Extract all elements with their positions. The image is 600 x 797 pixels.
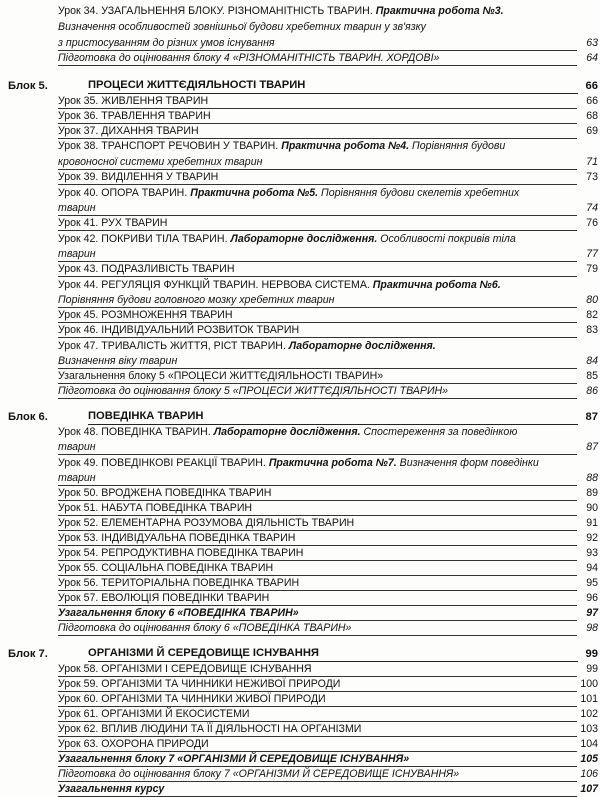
lesson-description: Порівняння будови xyxy=(412,140,506,152)
page-number: 87 xyxy=(586,441,598,453)
lesson-title: Урок 61. ОРГАНІЗМИ Й ЕКОСИСТЕМИ xyxy=(58,707,577,722)
page-number: 103 xyxy=(580,723,598,735)
page-number: 98 xyxy=(586,622,598,634)
lesson-title: Урок 45. РОЗМНОЖЕННЯ ТВАРИН xyxy=(58,308,577,323)
page-number: 69 xyxy=(586,125,598,137)
lesson-title: Урок 56. ТЕРИТОРІАЛЬНА ПОВЕДІНКА ТВАРИН xyxy=(58,576,577,591)
toc-entry-lesson-63[interactable] xyxy=(58,737,598,752)
toc-entry-lesson-50[interactable] xyxy=(58,486,598,501)
page-number: 66 xyxy=(586,95,598,107)
lesson-description: тварин xyxy=(58,247,577,262)
lesson-title: Урок 35. ЖИВЛЕННЯ ТВАРИН xyxy=(58,94,577,109)
lesson-title: Урок 41. РУХ ТВАРИН xyxy=(58,216,577,231)
lab-study-label: Лабораторне дослідження. xyxy=(230,233,378,245)
lesson-description: з пристосуванням до різних умов існування xyxy=(58,36,577,51)
entry-title: Підготовка до оцінювання блоку 7 «ОРГАНІЗМИ Й СЕРЕДОВИЩЕ ІСНУВАННЯ» xyxy=(58,767,577,782)
page-number: 102 xyxy=(580,708,598,720)
toc-entry-lesson-62[interactable] xyxy=(58,722,598,737)
entry-title: Узагальнення курсу xyxy=(58,782,577,797)
lesson-description: Порівняння будови головного мозку хребетних тварин xyxy=(58,293,577,308)
lesson-description: тварин xyxy=(58,471,577,486)
toc-entry-lesson-48-desc xyxy=(58,440,598,455)
lab-study-label: Лабораторне дослідження. xyxy=(213,426,361,438)
entry-title: Узагальнення блоку 6 «ПОВЕДІНКА ТВАРИН» xyxy=(58,606,577,621)
toc-entry-block-5-prep[interactable] xyxy=(58,384,598,399)
lesson-title: Урок 53. ІНДИВІДУАЛЬНА ПОВЕДІНКА ТВАРИН xyxy=(58,531,577,546)
toc-entry-lesson-56[interactable] xyxy=(58,576,598,591)
page-number: 88 xyxy=(586,472,598,484)
page-number: 79 xyxy=(586,263,598,275)
lesson-title: Урок 40. ОПОРА ТВАРИН. xyxy=(58,187,188,199)
page-number: 105 xyxy=(580,753,598,765)
toc-entry-lesson-36[interactable] xyxy=(58,109,598,124)
lesson-title: Урок 44. РЕГУЛЯЦІЯ ФУНКЦІЙ ТВАРИН. НЕРВОВА СИСТЕМА. xyxy=(58,279,370,291)
lesson-title: Урок 47. ТРИВАЛІСТЬ ЖИТТЯ, РІСТ ТВАРИН. xyxy=(58,340,286,352)
page-number: 64 xyxy=(586,52,598,64)
entry-title: Узагальнення блоку 7 «ОРГАНІЗМИ Й СЕРЕДОВИЩЕ ІСНУВАННЯ» xyxy=(58,752,577,767)
toc-entry-lesson-34-desc xyxy=(58,20,598,35)
lesson-title: Урок 38. ТРАНСПОРТ РЕЧОВИН У ТВАРИН. xyxy=(58,140,279,152)
lesson-description: Спостереження за поведінкою xyxy=(363,426,518,438)
toc-entry-lesson-37[interactable] xyxy=(58,124,598,139)
toc-entry-lesson-34[interactable] xyxy=(58,4,598,19)
page-number: 83 xyxy=(586,324,598,336)
lesson-title: Урок 57. ЕВОЛЮЦІЯ ПОВЕДІНКИ ТВАРИН xyxy=(58,591,577,606)
lesson-title: Урок 52. ЕЛЕМЕНТАРНА РОЗУМОВА ДІЯЛЬНІСТЬ ТВАРИН xyxy=(58,516,577,531)
toc-entry-lesson-52[interactable] xyxy=(58,516,598,531)
lesson-title: Урок 37. ДИХАННЯ ТВАРИН xyxy=(58,124,577,139)
lesson-description: Порівняння будови скелетів хребетних xyxy=(321,187,520,199)
practical-work-label: Практична робота №6. xyxy=(372,279,501,291)
lesson-description: Особливості покривів тіла xyxy=(380,233,516,245)
block-title: ОРГАНІЗМИ Й СЕРЕДОВИЩЕ ІСНУВАННЯ xyxy=(88,646,578,662)
toc-entry-block-4-prep[interactable] xyxy=(58,51,598,66)
lesson-description: Визначення форм поведінки xyxy=(399,457,539,469)
toc-entry-lesson-39[interactable] xyxy=(58,170,598,185)
page-number: 92 xyxy=(586,532,598,544)
page-number: 104 xyxy=(580,738,598,750)
lesson-description: Визначення віку тварин xyxy=(58,354,577,369)
page-number: 86 xyxy=(586,385,598,397)
toc-entry-lesson-47-desc xyxy=(58,354,598,369)
lesson-title: Урок 48. ПОВЕДІНКА ТВАРИН. xyxy=(58,426,211,438)
toc-entry-lesson-57[interactable] xyxy=(58,591,598,606)
page-number: 66 xyxy=(585,80,598,92)
lesson-title: Урок 54. РЕПРОДУКТИВНА ПОВЕДІНКА ТВАРИН xyxy=(58,546,577,561)
lesson-title: Урок 58. ОРГАНІЗМИ І СЕРЕДОВИЩЕ ІСНУВАННЯ xyxy=(58,662,577,677)
page-number: 87 xyxy=(585,411,598,423)
entry-title: Підготовка до оцінювання блоку 4 «РІЗНОМАНІТНІСТЬ ТВАРИН. ХОРДОВІ» xyxy=(58,51,577,66)
lesson-description: Визначення особливостей зовнішньої будови хребетних тварин у зв'язку xyxy=(58,21,426,33)
page-number: 94 xyxy=(586,562,598,574)
page-number: 107 xyxy=(580,783,598,795)
page-number: 93 xyxy=(586,547,598,559)
toc-entry-block-6-prep[interactable] xyxy=(58,621,598,636)
lesson-title: Урок 51. НАБУТА ПОВЕДІНКА ТВАРИН xyxy=(58,501,577,516)
lesson-title: Урок 55. СОЦІАЛЬНА ПОВЕДІНКА ТВАРИН xyxy=(58,561,577,576)
page-number: 80 xyxy=(586,294,598,306)
page-number: 91 xyxy=(586,517,598,529)
lesson-description: кровоносної системи хребетних тварин xyxy=(58,155,577,170)
block-title: ПРОЦЕСИ ЖИТТЄДІЯЛЬНОСТІ ТВАРИН xyxy=(88,78,578,94)
toc-entry-lesson-44[interactable] xyxy=(58,278,598,293)
toc-entry-lesson-53[interactable] xyxy=(58,531,598,546)
page-number: 100 xyxy=(580,678,598,690)
page-number: 63 xyxy=(586,37,598,49)
toc-entry-lesson-40[interactable] xyxy=(58,186,598,201)
page-number: 99 xyxy=(585,648,598,660)
page-number: 85 xyxy=(586,370,598,382)
toc-entry-block-6-summary[interactable] xyxy=(58,606,598,621)
page-number: 76 xyxy=(586,217,598,229)
toc-entry-lesson-61[interactable] xyxy=(58,707,598,722)
toc-entry-lesson-42[interactable] xyxy=(58,232,598,247)
toc-entry-lesson-48[interactable] xyxy=(58,425,598,440)
page-number: 90 xyxy=(586,502,598,514)
toc-entry-lesson-38-desc xyxy=(58,155,598,170)
toc-entry-lesson-40-desc xyxy=(58,201,598,216)
page-number: 71 xyxy=(586,156,598,168)
toc-entry-lesson-38[interactable] xyxy=(58,139,598,154)
toc-entry-block-7-summary[interactable] xyxy=(58,752,598,767)
toc-entry-lesson-49-desc xyxy=(58,471,598,486)
lesson-title: Урок 39. ВИДІЛЕННЯ У ТВАРИН xyxy=(58,170,577,185)
toc-entry-lesson-42-desc xyxy=(58,247,598,262)
block-number: Блок 6. xyxy=(8,411,48,423)
toc-entry-lesson-51[interactable] xyxy=(58,501,598,516)
toc-entry-block-5-summary[interactable] xyxy=(58,369,598,384)
toc-entry-lesson-35[interactable] xyxy=(58,94,598,109)
page-number: 89 xyxy=(586,487,598,499)
toc-entry-course-summary[interactable] xyxy=(58,782,598,797)
lesson-title: Урок 49. ПОВЕДІНКОВІ РЕАКЦІЇ ТВАРИН. xyxy=(58,457,266,469)
practical-work-label: Практична робота №3. xyxy=(375,5,504,17)
lesson-title: Урок 34. УЗАГАЛЬНЕННЯ БЛОКУ. РІЗНОМАНІТНІСТЬ ТВАРИН. xyxy=(58,5,373,17)
lesson-title: Урок 60. ОРГАНІЗМИ ТА ЧИННИКИ ЖИВОЇ ПРИРОДИ xyxy=(58,692,577,707)
entry-title: Узагальнення блоку 5 «ПРОЦЕСИ ЖИТТЄДІЯЛЬНОСТІ ТВАРИН» xyxy=(58,369,577,384)
toc-block-6-heading[interactable] xyxy=(8,409,598,425)
page-number: 106 xyxy=(580,768,598,780)
lesson-title: Урок 36. ТРАВЛЕННЯ ТВАРИН xyxy=(58,109,577,124)
toc-entry-lesson-44-desc xyxy=(58,293,598,308)
page-number: 82 xyxy=(586,309,598,321)
toc-entry-lesson-43[interactable] xyxy=(58,262,598,277)
toc-entry-lesson-49[interactable] xyxy=(58,456,598,471)
practical-work-label: Практична робота №7. xyxy=(268,457,397,469)
entry-title: Підготовка до оцінювання блоку 6 «ПОВЕДІНКА ТВАРИН» xyxy=(58,621,577,636)
lesson-title: Урок 50. ВРОДЖЕНА ПОВЕДІНКА ТВАРИН xyxy=(58,486,577,501)
toc-block-5-heading[interactable] xyxy=(8,78,598,94)
page-number: 101 xyxy=(580,693,598,705)
toc-entry-block-7-prep[interactable] xyxy=(58,767,598,782)
lesson-title: Урок 62. ВПЛИВ ЛЮДИНИ ТА ЇЇ ДІЯЛЬНОСТІ НА ОРГАНІЗМИ xyxy=(58,722,577,737)
toc-entry-lesson-58[interactable] xyxy=(58,662,598,677)
toc-entry-lesson-34-desc-end xyxy=(58,36,598,51)
page-number: 74 xyxy=(586,202,598,214)
lesson-title: Урок 42. ПОКРИВИ ТІЛА ТВАРИН. xyxy=(58,233,228,245)
block-number: Блок 7. xyxy=(8,648,48,660)
entry-title: Підготовка до оцінювання блоку 5 «ПРОЦЕСИ ЖИТТЄДІЯЛЬНОСТІ ТВАРИН» xyxy=(58,384,577,399)
lesson-title: Урок 43. ПОДРАЗЛИВІСТЬ ТВАРИН xyxy=(58,262,577,277)
toc-entry-lesson-55[interactable] xyxy=(58,561,598,576)
toc-entry-lesson-41[interactable] xyxy=(58,216,598,231)
page-number: 68 xyxy=(586,110,598,122)
page-number: 96 xyxy=(586,592,598,604)
block-number: Блок 5. xyxy=(8,80,48,92)
lesson-description: тварин xyxy=(58,201,577,216)
toc-entry-lesson-45[interactable] xyxy=(58,308,598,323)
toc-entry-lesson-46[interactable] xyxy=(58,323,598,338)
toc-entry-lesson-59[interactable] xyxy=(58,677,598,692)
page-number: 84 xyxy=(586,355,598,367)
block-title: ПОВЕДІНКА ТВАРИН xyxy=(88,409,578,425)
lesson-description: тварин xyxy=(58,440,577,455)
practical-work-label: Практична робота №5. xyxy=(190,187,319,199)
lesson-title: Урок 59. ОРГАНІЗМИ ТА ЧИННИКИ НЕЖИВОЇ ПРИРОДИ xyxy=(58,677,577,692)
practical-work-label: Практична робота №4. xyxy=(281,140,410,152)
page-number: 97 xyxy=(586,607,598,619)
toc-block-7-heading[interactable] xyxy=(8,646,598,662)
page-number: 95 xyxy=(586,577,598,589)
lesson-title: Урок 63. ОХОРОНА ПРИРОДИ xyxy=(58,737,577,752)
page-number: 99 xyxy=(586,663,598,675)
toc-entry-lesson-47[interactable] xyxy=(58,339,598,354)
lab-study-label: Лабораторне дослідження. xyxy=(288,340,436,352)
page-number: 77 xyxy=(586,248,598,260)
page-number: 73 xyxy=(586,171,598,183)
toc-entry-lesson-60[interactable] xyxy=(58,692,598,707)
lesson-title: Урок 46. ІНДИВІДУАЛЬНИЙ РОЗВИТОК ТВАРИН xyxy=(58,323,577,338)
toc-entry-lesson-54[interactable] xyxy=(58,546,598,561)
